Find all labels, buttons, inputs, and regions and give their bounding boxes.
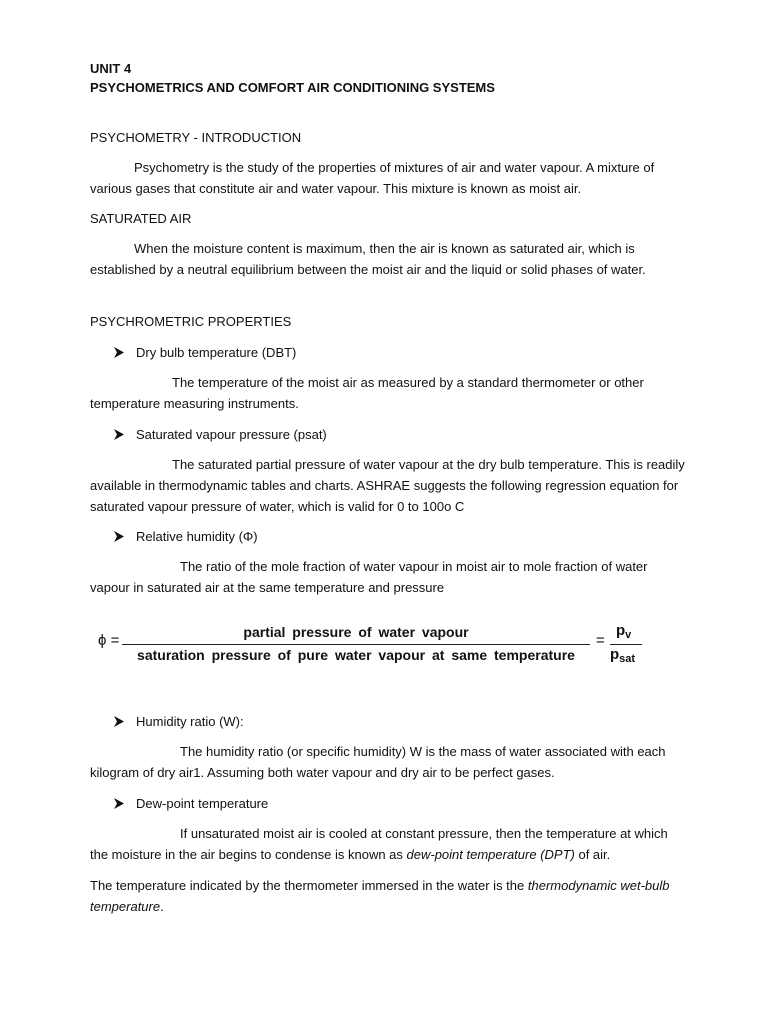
- psat-paragraph: The saturated partial pressure of water vapour at the dry bulb temperature. This is readily available in thermodynamic tables and charts. ASHRAE suggests the following regression equation for saturated vapour pressure of water, which is valid for 0 to 100o C: [90, 457, 685, 514]
- formula-denominator: saturation pressure of pure water vapour at same temperature: [137, 647, 575, 663]
- psat-base: p: [610, 646, 620, 663]
- formula-numerator: partial pressure of water vapour: [243, 624, 469, 640]
- humidity-ratio-paragraph: The humidity ratio (or specific humidity) W is the mass of water associated with each kilogram of dry air1. Assuming both water vapour and dry air to be perfect gases.: [90, 744, 666, 780]
- bullet-psat: [114, 424, 327, 445]
- formula-ratio-line: [610, 644, 642, 645]
- arrowhead-bullet-icon: [114, 347, 126, 358]
- unit-number: UNIT 4: [90, 61, 132, 76]
- formula-psat: [610, 646, 635, 663]
- psat-label: Saturated vapour pressure (psat): [136, 427, 327, 442]
- intro-paragraph: Psychometry is the study of the properties of mixtures of air and water vapour. A mixture of various gases that constitute air and water vapour. This mixture is known as moist air.: [90, 160, 655, 196]
- dew-point-label: Dew-point temperature: [136, 796, 269, 811]
- wet-bulb-paragraph: [90, 875, 686, 917]
- saturated-air-heading: SATURATED AIR: [90, 211, 192, 226]
- arrowhead-bullet-icon: [114, 798, 126, 809]
- wet-bulb-text-end: .: [160, 899, 164, 914]
- dbt-paragraph: The temperature of the moist air as measured by a standard thermometer or other temperature measuring instruments.: [90, 375, 644, 411]
- formula-fraction-line: [122, 644, 590, 645]
- arrowhead-bullet-icon: [114, 531, 126, 542]
- rh-label: Relative humidity (Φ): [136, 529, 258, 544]
- arrowhead-bullet-icon: [114, 716, 126, 727]
- relative-humidity-formula: [98, 622, 658, 670]
- formula-equals: =: [596, 632, 605, 649]
- formula-phi: ϕ =: [98, 632, 120, 649]
- dew-point-term: dew-point temperature (DPT): [406, 847, 575, 862]
- properties-heading: PSYCHROMETRIC PROPERTIES: [90, 314, 292, 329]
- dew-point-text: If unsaturated moist air is cooled at constant pressure, then the temperature at which the moisture in the air begins to condense is known as: [90, 826, 668, 862]
- wet-bulb-text: The temperature indicated by the thermometer immersed in the water is the: [90, 878, 528, 893]
- humidity-ratio-label: Humidity ratio (W):: [136, 714, 244, 729]
- pv-base: p: [616, 622, 626, 639]
- bullet-dbt: [114, 342, 296, 363]
- wet-bulb-term: thermodynamic wet-bulb temperature: [90, 878, 670, 914]
- formula-pv: [616, 622, 631, 639]
- saturated-air-paragraph: When the moisture content is maximum, then the air is known as saturated air, which is established by a neutral equilibrium between the moist air and the liquid or solid phases of water.: [90, 241, 646, 277]
- dew-point-text-end: of air.: [574, 847, 611, 862]
- rh-paragraph: The ratio of the mole fraction of water vapour in moist air to mole fraction of water vapour in saturated air at the same temperature and pressure: [90, 559, 648, 595]
- unit-title: PSYCHOMETRICS AND COMFORT AIR CONDITIONING SYSTEMS: [90, 80, 495, 95]
- bullet-rh: [114, 526, 258, 547]
- dew-point-paragraph: [90, 823, 686, 865]
- pv-subscript: v: [625, 629, 632, 641]
- arrowhead-bullet-icon: [114, 429, 126, 440]
- bullet-humidity-ratio: [114, 711, 244, 732]
- intro-heading: PSYCHOMETRY - INTRODUCTION: [90, 130, 302, 145]
- bullet-dew-point: [114, 793, 268, 814]
- dbt-label: Dry bulb temperature (DBT): [136, 345, 297, 360]
- psat-subscript: sat: [619, 653, 636, 665]
